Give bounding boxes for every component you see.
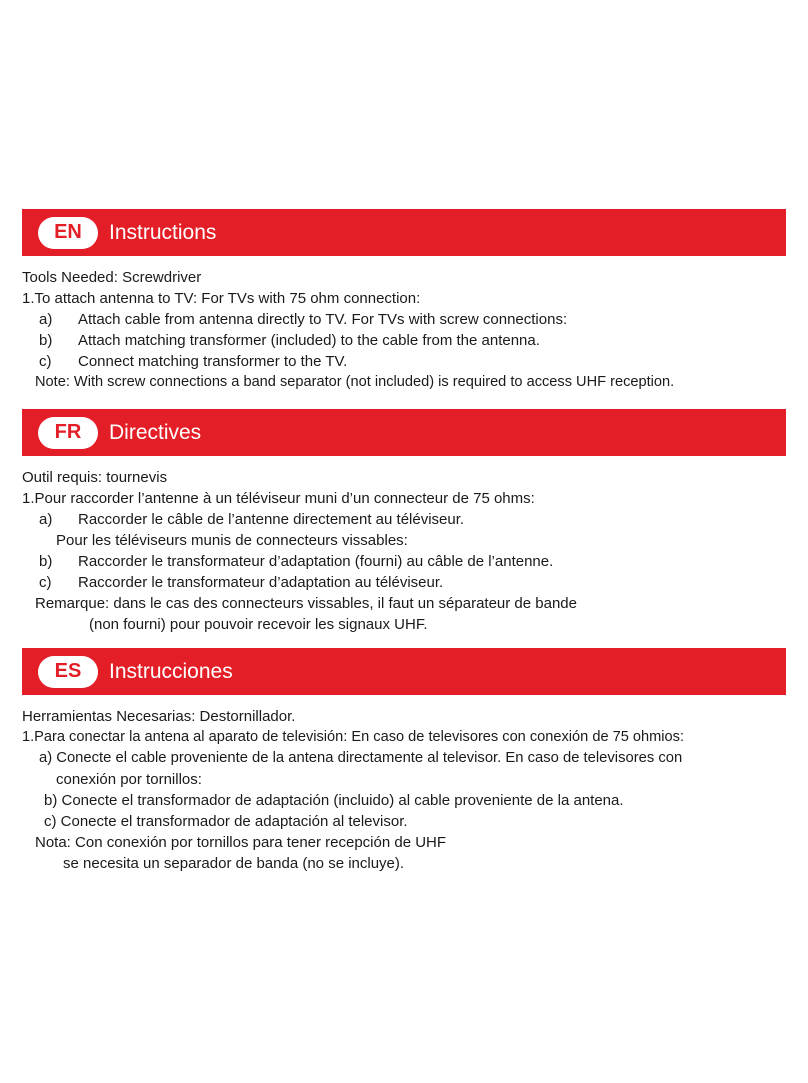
en-item-b-text: Attach matching transformer (included) to the cable from the antenna. xyxy=(78,332,540,349)
en-item-c-marker: c) xyxy=(39,353,52,370)
en-item-b-marker: b) xyxy=(39,332,53,349)
en-item-c-text: Connect matching transformer to the TV. xyxy=(78,353,348,370)
es-item-c: c) Conecte el transformador de adaptación al televisor. xyxy=(44,813,408,830)
es-item-a: a) Conecte el cable proveniente de la antena directamente al televisor. En caso de televisores con xyxy=(39,750,683,766)
fr-tools-needed: Outil requis: tournevis xyxy=(22,469,168,486)
fr-item-a xyxy=(22,509,792,530)
en-item-a-text: Attach cable from antenna directly to TV. For TVs with screw connections: xyxy=(78,311,568,328)
es-item-b: b) Conecte el transformador de adaptación (incluido) al cable proveniente de la antena. xyxy=(44,792,624,809)
fr-item-c-marker: c) xyxy=(39,574,52,591)
fr-item-c xyxy=(22,572,792,593)
en-note: Note: With screw connections a band separator (not included) is required to access UHF reception. xyxy=(35,374,675,390)
es-section-body xyxy=(22,706,792,874)
fr-item-b xyxy=(22,551,792,572)
fr-section-title: Directives xyxy=(109,420,202,444)
en-tools-needed: Tools Needed: Screwdriver xyxy=(22,269,202,286)
fr-step-1: 1.Pour raccorder l’antenne à un téléviseur muni d’un connecteur de 75 ohms: xyxy=(22,490,535,507)
en-item-b xyxy=(22,330,792,351)
fr-item-b-text: Raccorder le transformateur d’adaptation (fourni) au câble de l’antenne. xyxy=(78,553,554,570)
es-item-a-continued: conexión por tornillos: xyxy=(56,771,202,788)
fr-section-banner xyxy=(22,409,786,456)
fr-note-line-1: Remarque: dans le cas des connecteurs vissables, il faut un séparateur de bande xyxy=(35,595,577,612)
en-item-a-marker: a) xyxy=(39,311,53,328)
fr-item-a-text: Raccorder le câble de l’antenne directement au téléviseur. xyxy=(78,511,465,528)
es-note-line-1: Nota: Con conexión por tornillos para tener recepción de UHF xyxy=(35,834,447,851)
fr-sub-heading: Pour les téléviseurs munis de connecteurs vissables: xyxy=(56,532,408,549)
es-section-banner xyxy=(22,648,786,695)
es-note-line-2: se necesita un separador de banda (no se incluye). xyxy=(63,855,405,872)
es-language-badge: ES xyxy=(38,656,98,688)
fr-item-b-marker: b) xyxy=(39,553,53,570)
fr-section-body xyxy=(22,467,792,635)
es-section-title: Instrucciones xyxy=(109,659,233,683)
fr-item-a-marker: a) xyxy=(39,511,53,528)
en-step-1: 1.To attach antenna to TV: For TVs with 75 ohm connection: xyxy=(22,290,421,307)
fr-item-c-text: Raccorder le transformateur d’adaptation au téléviseur. xyxy=(78,574,444,591)
en-language-badge: EN xyxy=(38,217,98,249)
en-item-c xyxy=(22,351,792,372)
en-section-body xyxy=(22,267,792,393)
es-tools-needed: Herramientas Necesarias: Destornillador. xyxy=(22,708,296,725)
en-section-title: Instructions xyxy=(109,220,217,244)
es-step-1: 1.Para conectar la antena al aparato de televisión: En caso de televisores con conexión de 75 ohmios: xyxy=(22,729,684,745)
en-section-banner xyxy=(22,209,786,256)
en-item-a xyxy=(22,309,792,330)
fr-language-badge: FR xyxy=(38,417,98,449)
fr-note-line-2: (non fourni) pour pouvoir recevoir les signaux UHF. xyxy=(89,616,428,633)
